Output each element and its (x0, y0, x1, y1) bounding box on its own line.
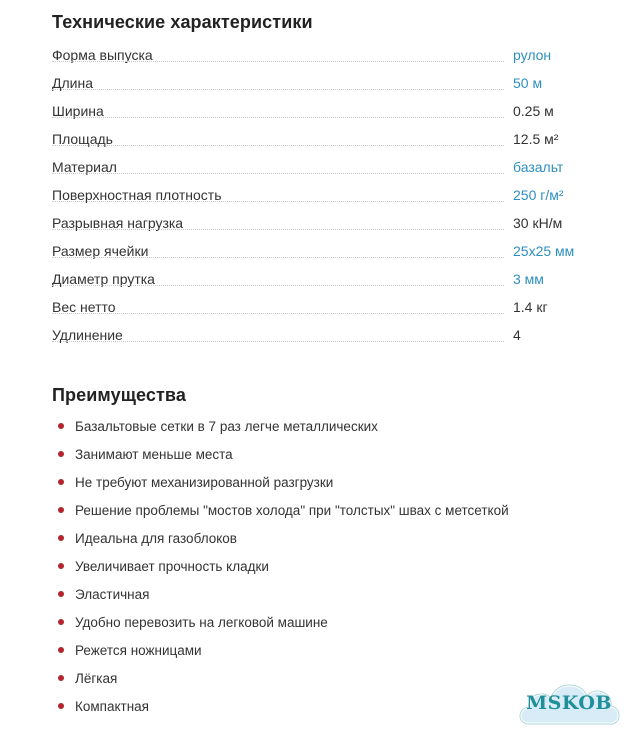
bullet-icon (58, 619, 64, 625)
leader-dots (52, 285, 504, 286)
spec-value: 0.25 м (513, 103, 554, 119)
spec-label: Материал (52, 159, 117, 175)
spec-row (52, 237, 592, 265)
list-item (58, 496, 509, 524)
spec-row (52, 265, 592, 293)
spec-value-link[interactable]: базальт (513, 159, 564, 175)
bullet-icon (58, 563, 64, 569)
spec-label: Площадь (52, 131, 113, 147)
spec-row (52, 125, 592, 153)
spec-row (52, 181, 592, 209)
list-item (58, 468, 509, 496)
leader-dots (52, 173, 504, 174)
specs-title: Технические характеристики (52, 12, 313, 32)
mskob-watermark (515, 672, 623, 736)
spec-label: Удлинение (52, 327, 123, 343)
leader-dots (52, 61, 504, 62)
spec-row (52, 97, 592, 125)
spec-label: Длина (52, 75, 93, 91)
leader-dots (52, 145, 504, 146)
spec-label: Форма выпуска (52, 47, 153, 63)
spec-row (52, 293, 592, 321)
bullet-icon (58, 423, 64, 429)
spec-value: 1.4 кг (513, 299, 548, 315)
bullet-icon (58, 535, 64, 541)
spec-label: Диаметр прутка (52, 271, 155, 287)
list-item (58, 692, 509, 720)
list-item-text: Не требуют механизированной разгрузки (75, 474, 334, 490)
spec-value: 30 кН/м (513, 215, 563, 231)
leader-dots (52, 313, 504, 314)
spec-value-link[interactable]: рулон (513, 47, 552, 63)
spec-label: Разрывная нагрузка (52, 215, 184, 231)
bullet-icon (58, 507, 64, 513)
bullet-icon (58, 591, 64, 597)
list-item (58, 552, 509, 580)
bullet-icon (58, 703, 64, 709)
spec-value-link[interactable]: 25x25 мм (513, 243, 575, 259)
list-item-text: Удобно перевозить на легковой машине (75, 614, 328, 630)
list-item-text: Занимают меньше места (75, 446, 233, 462)
list-item-text: Эластичная (75, 586, 150, 602)
bullet-icon (58, 479, 64, 485)
spec-row (52, 153, 592, 181)
spec-value-link[interactable]: 3 мм (513, 271, 544, 287)
bullet-icon (58, 647, 64, 653)
list-item (58, 608, 509, 636)
list-item-text: Увеличивает прочность кладки (75, 558, 269, 574)
list-item (58, 524, 509, 552)
leader-dots (52, 117, 504, 118)
list-item (58, 412, 509, 440)
leader-dots (52, 229, 504, 230)
advantages-title: Преимущества (52, 385, 186, 405)
list-item-text: Режется ножницами (75, 642, 202, 658)
spec-row (52, 209, 592, 237)
advantages-list (58, 412, 509, 720)
watermark-text: MSKOB (526, 692, 612, 714)
list-item (58, 580, 509, 608)
list-item (58, 440, 509, 468)
list-item-text: Компактная (75, 698, 149, 714)
leader-dots (52, 257, 504, 258)
bullet-icon (58, 451, 64, 457)
list-item-text: Базальтовые сетки в 7 раз легче металлических (75, 418, 378, 434)
leader-dots (52, 341, 504, 342)
spec-row (52, 41, 592, 69)
bullet-icon (58, 675, 64, 681)
spec-value: 12.5 м² (513, 131, 559, 147)
spec-value: 4 (513, 327, 521, 343)
list-item-text: Решение проблемы "мостов холода" при "толстых" швах с метсеткой (75, 502, 509, 518)
spec-label: Вес нетто (52, 299, 116, 315)
spec-label: Поверхностная плотность (52, 187, 222, 203)
leader-dots (52, 201, 504, 202)
spec-value-link[interactable]: 250 г/м² (513, 187, 564, 203)
list-item-text: Лёгкая (75, 670, 118, 686)
spec-row (52, 321, 592, 349)
spec-label: Ширина (52, 103, 104, 119)
list-item (58, 636, 509, 664)
spec-label: Размер ячейки (52, 243, 149, 259)
list-item-text: Идеальна для газоблоков (75, 530, 237, 546)
spec-value-link[interactable]: 50 м (513, 75, 543, 91)
list-item (58, 664, 509, 692)
leader-dots (52, 89, 504, 90)
spec-row (52, 69, 592, 97)
specs-table (52, 41, 592, 349)
